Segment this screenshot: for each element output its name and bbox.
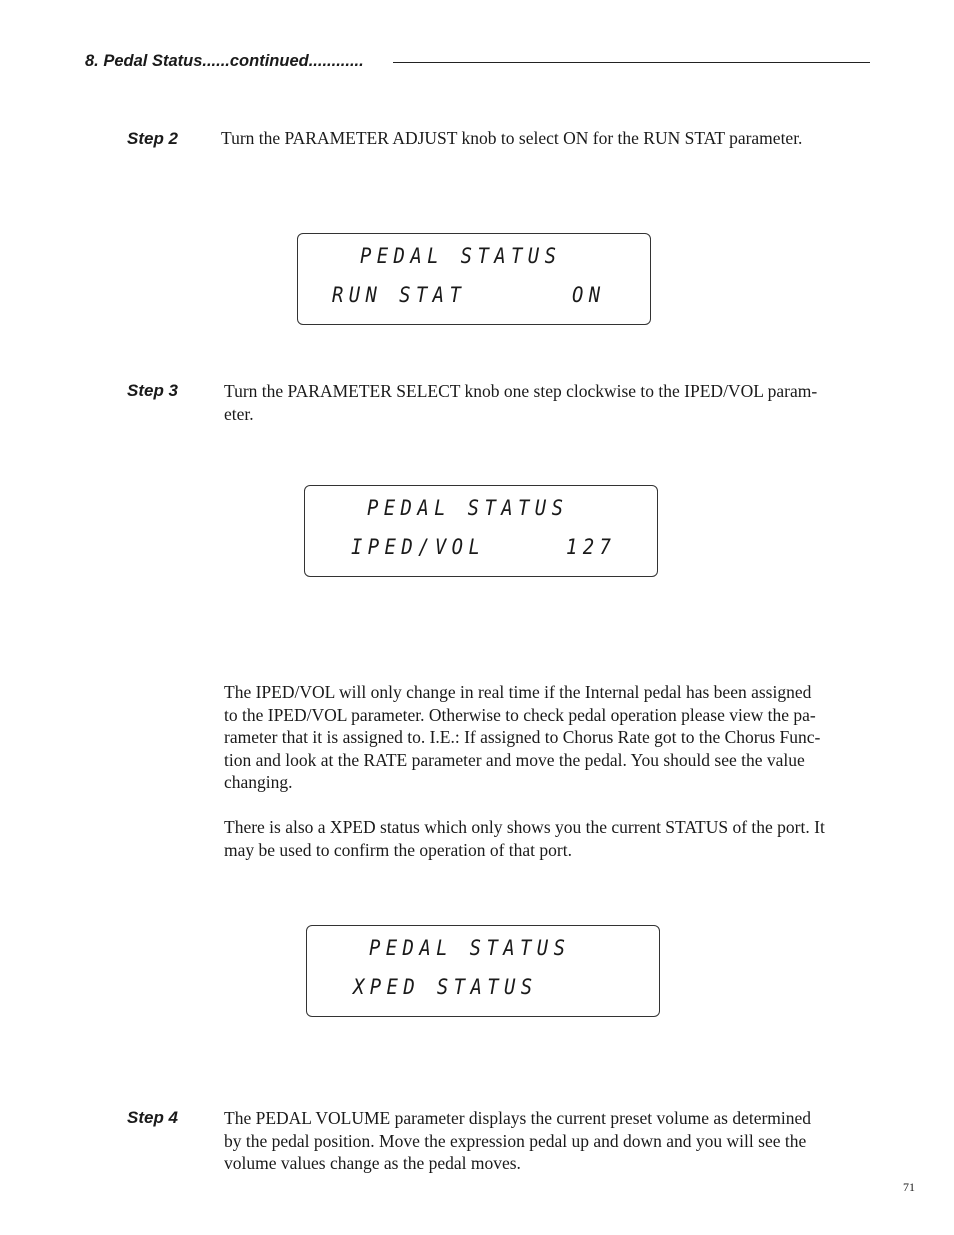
lcd-line-1: PEDAL STATUS bbox=[360, 244, 562, 268]
paragraph-line: changing. bbox=[224, 772, 293, 792]
step-4-label: Step 4 bbox=[127, 1108, 179, 1127]
lcd-line-1: PEDAL STATUS bbox=[367, 496, 569, 520]
lcd-line-2-value: 127 bbox=[566, 535, 617, 559]
step-4-text bbox=[224, 1107, 811, 1175]
lcd-display-run-stat bbox=[297, 233, 651, 325]
step-3-text bbox=[224, 380, 817, 425]
lcd-line-2-label: IPED/VOL bbox=[351, 535, 486, 559]
header-rule bbox=[393, 62, 870, 63]
step-3-label: Step 3 bbox=[127, 381, 179, 400]
step-3-text-line: Turn the PARAMETER SELECT knob one step clockwise to the IPED/VOL param- bbox=[224, 381, 818, 401]
lcd-line-2-label: XPED STATUS bbox=[353, 975, 538, 999]
step-4-text-line: by the pedal position. Move the expression pedal up and down and you will see the bbox=[224, 1130, 807, 1151]
step-2-label: Step 2 bbox=[127, 129, 179, 148]
paragraph-line: may be used to confirm the operation of that port. bbox=[224, 839, 572, 860]
lcd-display-xped-status bbox=[306, 925, 660, 1017]
step-2-text: Turn the PARAMETER ADJUST knob to select ON for the RUN STAT parameter. bbox=[221, 128, 803, 148]
paragraph-line: The IPED/VOL will only change in real time if the Internal pedal has been assigned bbox=[224, 682, 812, 702]
iped-note-paragraph bbox=[224, 681, 820, 794]
paragraph-line: rameter that it is assigned to. I.E.: If assigned to Chorus Rate got to the Chorus Func- bbox=[224, 727, 821, 747]
page-number: 71 bbox=[903, 1180, 915, 1194]
lcd-line-2-label: RUN STAT bbox=[332, 283, 467, 307]
section-header: 8. Pedal Status......continued............ bbox=[85, 52, 364, 70]
step-4-text-line: The PEDAL VOLUME parameter displays the current preset volume as determined bbox=[224, 1108, 812, 1128]
step-3-text-line: eter. bbox=[224, 403, 254, 424]
step-4-text-line: volume values change as the pedal moves. bbox=[224, 1153, 521, 1173]
paragraph-line: to the IPED/VOL parameter. Otherwise to check pedal operation please view the pa- bbox=[224, 704, 816, 725]
paragraph-line: tion and look at the RATE parameter and move the pedal. You should see the value bbox=[224, 749, 805, 770]
paragraph-line: There is also a XPED status which only shows you the current STATUS of the port. It bbox=[224, 817, 825, 837]
xped-note-paragraph bbox=[224, 816, 825, 861]
lcd-line-1: PEDAL STATUS bbox=[369, 936, 571, 960]
lcd-line-2-value: ON bbox=[572, 283, 606, 307]
lcd-display-iped-vol bbox=[304, 485, 658, 577]
